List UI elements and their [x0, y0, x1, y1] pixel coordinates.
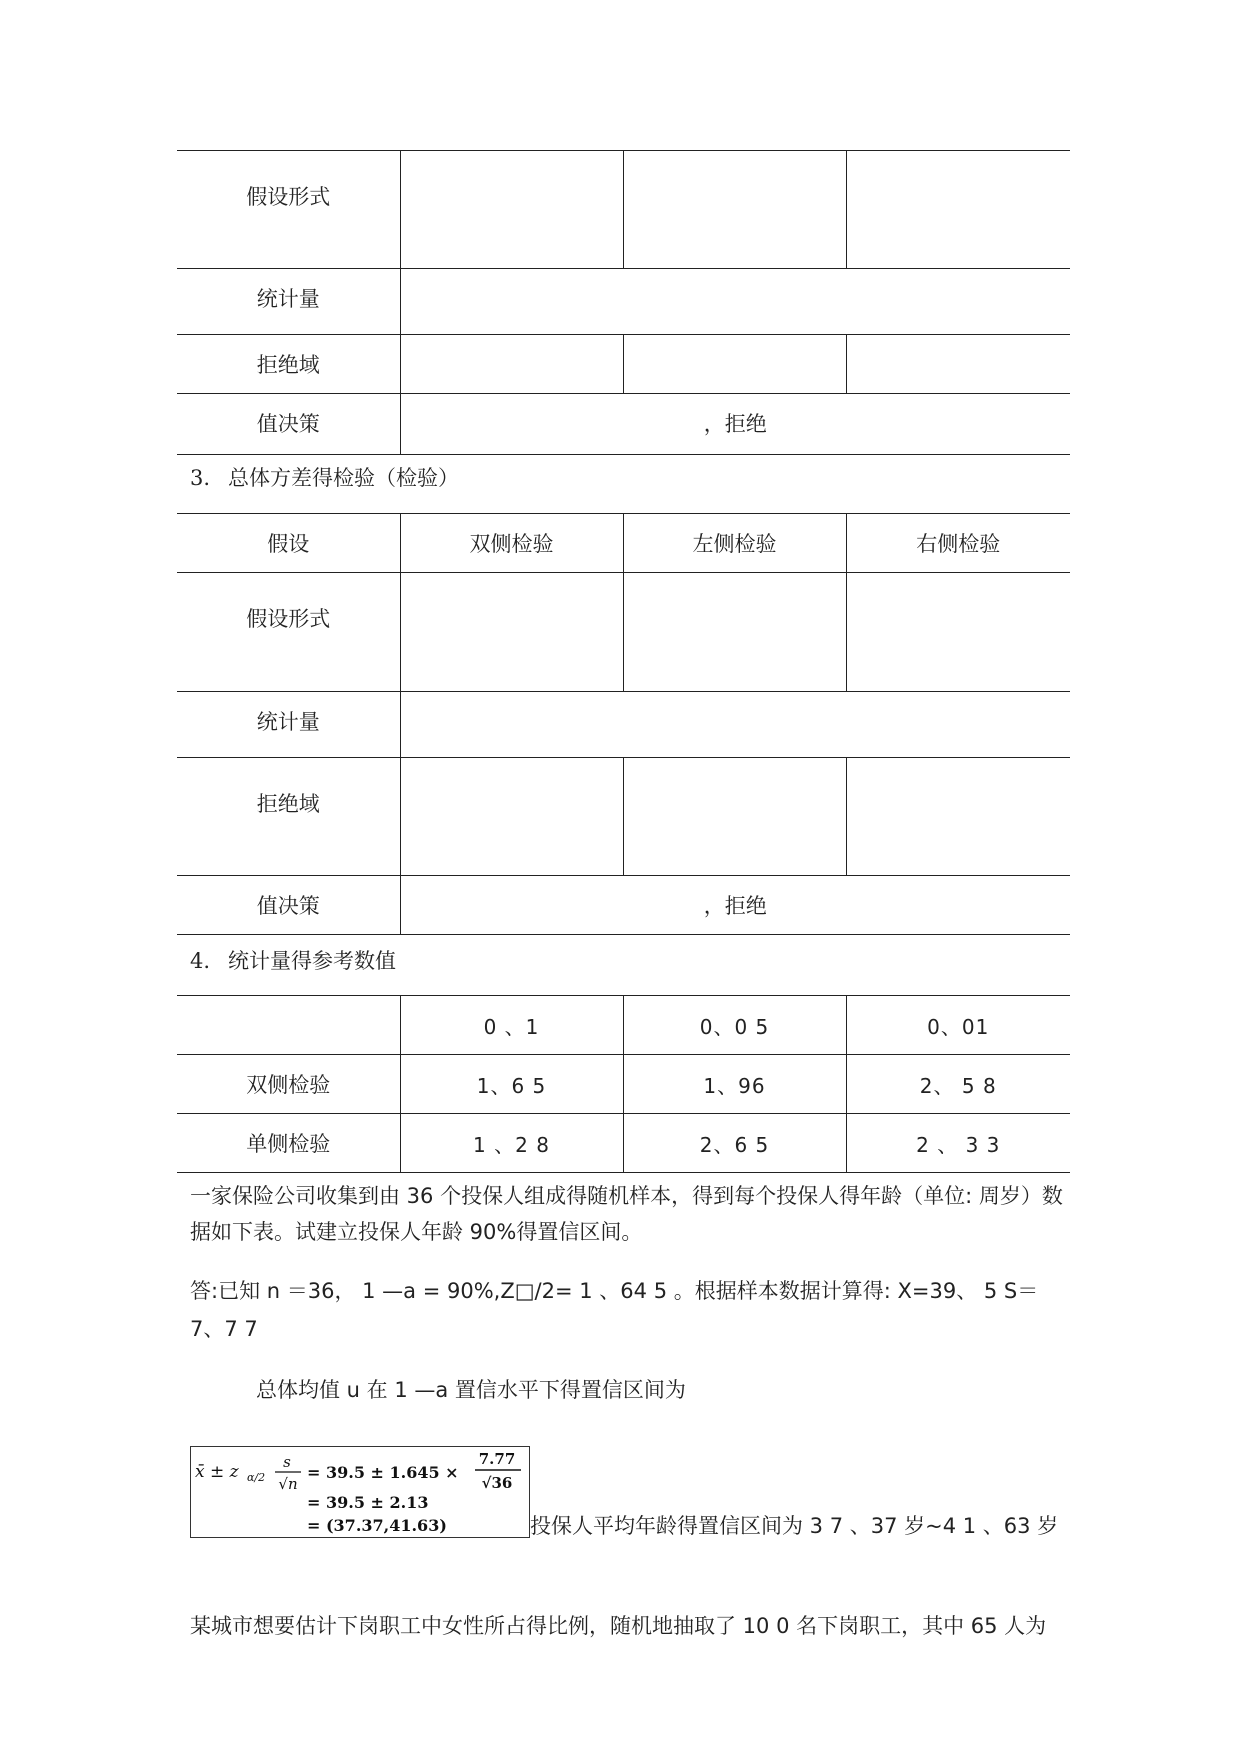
table-cell	[846, 151, 1070, 269]
section-title: 总体方差得检验（检验）	[228, 466, 460, 490]
table-row	[177, 1055, 1070, 1114]
table-header-row	[177, 996, 1070, 1055]
row-label-hypothesis-form: 假设形式	[177, 151, 400, 269]
formula-line2: = 39.5 ± 2.13	[307, 1493, 429, 1512]
value-cell: 1 、2 8	[400, 1114, 623, 1173]
table-cell	[400, 573, 623, 692]
section-number: 4.	[190, 949, 211, 973]
section-3-heading	[190, 462, 459, 492]
row-label-statistic: 统计量	[177, 692, 400, 758]
formula-line1-rhs: = 39.5 ± 1.645 ×	[307, 1463, 459, 1482]
table-row	[177, 573, 1070, 692]
row-label-decision: 值决策	[177, 876, 400, 935]
formula-subscript: α/2	[247, 1471, 266, 1484]
table-cell	[623, 758, 846, 876]
table-row	[177, 335, 1070, 394]
decision-text: ，拒绝	[400, 394, 1070, 455]
table-header-row	[177, 514, 1070, 573]
value-cell: 2、6 5	[623, 1114, 846, 1173]
row-label-statistic: 统计量	[177, 269, 400, 335]
reference-values-table	[177, 995, 1070, 1173]
row-label-rejection-region: 拒绝域	[177, 335, 400, 394]
value-cell: 1、96	[623, 1055, 846, 1114]
table-cell	[846, 573, 1070, 692]
section-title: 统计量得参考数值	[228, 949, 397, 973]
header-right-sided: 右侧检验	[846, 514, 1070, 573]
table-row	[177, 151, 1070, 269]
decision-text: ，拒绝	[400, 876, 1070, 935]
header-two-sided: 双侧检验	[400, 514, 623, 573]
confidence-interval-formula	[190, 1446, 530, 1538]
row-label-decision: 值决策	[177, 394, 400, 455]
table-cell	[400, 758, 623, 876]
formula-frac-num: s	[283, 1453, 291, 1471]
table-cell	[400, 269, 1070, 335]
formula-frac-den: √n	[278, 1475, 298, 1493]
row-label-one-sided: 单侧检验	[177, 1114, 400, 1173]
formula-frac2-den: √36	[481, 1474, 513, 1492]
formula-frac2-num: 7.77	[478, 1450, 516, 1468]
table-row	[177, 1114, 1070, 1173]
header-cell	[177, 996, 400, 1055]
table-row	[177, 758, 1070, 876]
problem-1-conclusion: 投保人平均年龄得置信区间为 3 7 、37 岁~4 1 、63 岁	[530, 1514, 1059, 1538]
header-left-sided: 左侧检验	[623, 514, 846, 573]
problem-1-question: 一家保险公司收集到由 36 个投保人组成得随机样本，得到每个投保人得年龄（单位: 周岁）数据如下表。试建立投保人年龄 90%得置信区间。	[190, 1184, 1063, 1244]
header-alpha-0-01: 0、01	[846, 996, 1070, 1055]
table-cell	[846, 335, 1070, 394]
section-4-heading	[190, 945, 396, 975]
header-hypothesis: 假设	[177, 514, 400, 573]
table-cell	[623, 151, 846, 269]
table-row	[177, 876, 1070, 935]
problem-1-answer-line-2: 7、7 7	[190, 1317, 258, 1341]
value-cell: 1、6 5	[400, 1055, 623, 1114]
problem-1-answer-line-1: 答:已知 n ＝36， 1 —a = 90%,Z□/2= 1 、64 5 。根据样本数据计算得: X=39、 5 S＝	[190, 1279, 1039, 1303]
table-cell	[623, 335, 846, 394]
hypothesis-table-2	[177, 513, 1070, 935]
table-cell	[846, 758, 1070, 876]
formula-lhs: x̄ ± z	[195, 1462, 239, 1482]
row-label-two-sided: 双侧检验	[177, 1055, 400, 1114]
header-alpha-0-05: 0、0 5	[623, 996, 846, 1055]
table-row	[177, 269, 1070, 335]
row-label-hypothesis-form: 假设形式	[177, 573, 400, 692]
table-cell	[623, 573, 846, 692]
formula-line3: = (37.37,41.63)	[307, 1516, 447, 1535]
value-cell: 2 、 3 3	[846, 1114, 1070, 1173]
section-number: 3.	[190, 466, 211, 490]
table-cell	[400, 335, 623, 394]
row-label-rejection-region: 拒绝域	[177, 758, 400, 876]
table-row	[177, 692, 1070, 758]
value-cell: 2、 5 8	[846, 1055, 1070, 1114]
header-alpha-0-1: 0 、1	[400, 996, 623, 1055]
table-cell	[400, 151, 623, 269]
formula-image	[191, 1447, 529, 1537]
table-row	[177, 394, 1070, 455]
table-cell	[400, 692, 1070, 758]
hypothesis-table-1	[177, 150, 1070, 455]
problem-2-question: 某城市想要估计下岗职工中女性所占得比例，随机地抽取了 10 0 名下岗职工，其中 65 人为	[190, 1614, 1047, 1638]
interval-intro: 总体均值 u 在 1 —a 置信水平下得置信区间为	[256, 1378, 686, 1402]
